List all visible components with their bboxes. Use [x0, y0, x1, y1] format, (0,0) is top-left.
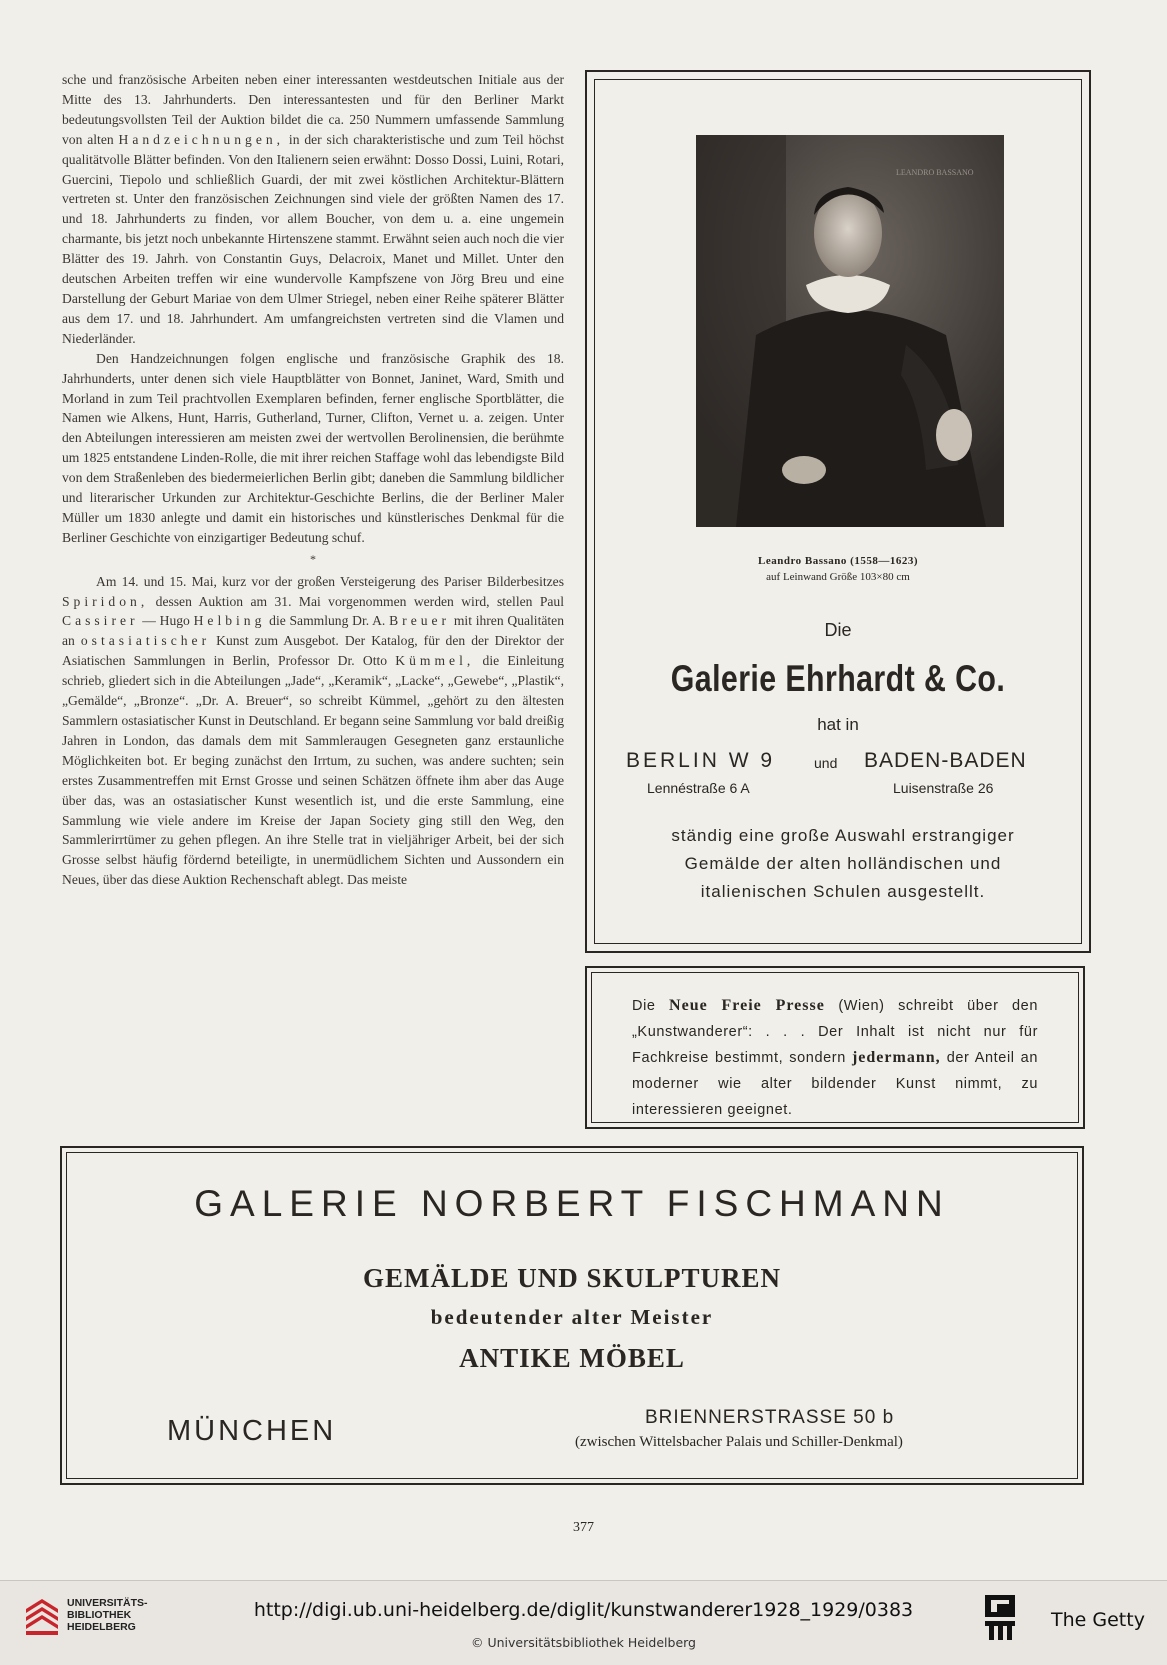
- neue-freie-presse-box: [585, 966, 1085, 1129]
- ehrhardt-gallery-name: Galerie Ehrhardt & Co.: [670, 658, 1006, 699]
- ehrhardt-inner-frame: [594, 79, 1082, 944]
- painting-caption-name: Leandro Bassano (1558—1623): [758, 555, 918, 567]
- ehrhardt-body: [635, 822, 1051, 906]
- fischmann-subtitle-2: bedeutender alter Meister: [430, 1305, 714, 1329]
- portrait-image: [696, 135, 1004, 527]
- ehrhardt-address-berlin: Lennéstraße 6 A: [647, 780, 750, 796]
- painting-caption-detail: auf Leinwand Größe 103×80 cm: [766, 571, 910, 583]
- ehrhardt-address-baden: Luisenstraße 26: [893, 780, 994, 796]
- nfp-quote: Die Neue Freie Presse (Wien) schreibt über den „Kunstwanderer“: . . . Der Inhalt ist nicht nur für Fachkreise bestimmt, sondern jedermann, der Anteil an moderner wie alter bildender Kunst nimmt, zu interessieren geeignet.: [632, 997, 1038, 1118]
- portrait-painting: [696, 135, 1004, 527]
- getty-name[interactable]: The Getty: [1051, 1609, 1145, 1631]
- getty-logo-icon[interactable]: [985, 1595, 1015, 1645]
- viewer-footer: [0, 1580, 1167, 1665]
- fischmann-subtitle-3: ANTIKE MÖBEL: [459, 1343, 685, 1373]
- nfp-inner-frame: [591, 972, 1079, 1123]
- ehrhardt-und: und: [814, 755, 838, 771]
- section-separator: *: [310, 551, 316, 566]
- svg-text:LEANDRO BASSANO: LEANDRO BASSANO: [896, 168, 974, 177]
- fischmann-subtitle-1: GEMÄLDE UND SKULPTUREN: [362, 1263, 782, 1293]
- ehrhardt-city-baden: BADEN-BADEN: [864, 749, 1027, 772]
- permalink-url[interactable]: http://digi.ub.uni-heidelberg.de/diglit/kunstwanderer1928_1929/0383: [253, 1599, 914, 1621]
- ehrhardt-body-line-1: ständig eine große Auswahl erstrangiger: [671, 826, 1015, 845]
- fischmann-city: MÜNCHEN: [167, 1415, 337, 1447]
- ehrhardt-body-line-3: italienischen Schulen ausgestellt.: [700, 882, 986, 901]
- ehrhardt-advertisement: [585, 70, 1091, 953]
- fischmann-advertisement: [60, 1146, 1084, 1485]
- fischmann-address: BRIENNERSTRASSE 50 b: [645, 1407, 895, 1428]
- fischmann-inner-frame: [66, 1152, 1078, 1479]
- ehrhardt-city-berlin: BERLIN W 9: [626, 749, 776, 772]
- article-text: [62, 70, 564, 890]
- fischmann-title: GALERIE NORBERT FISCHMANN: [194, 1183, 950, 1224]
- university-library-name[interactable]: UNIVERSITÄTS- BIBLIOTHEK HEIDELBERG: [67, 1597, 148, 1633]
- fischmann-address-note: (zwischen Wittelsbacher Palais und Schiller-Denkmal): [575, 1434, 903, 1450]
- article-paragraph-2: Den Handzeichnungen folgen englische und französische Graphik des 18. Jahrhunderts, unter denen sich viele Hauptblätter von Bonnet, Janinet, Ward, Smith und Morland in zum Teil prachtvollen Exemplaren befinden, ferner englische Sportblätter, die Namen wie Alkens, Hunt, Harris, Gutherland, Turner, Clifton, Vernet u. a. zeigen. Unter den Abteilungen interessieren am meisten zwei der wertvollen Berolinensien, die berühmte um 1825 entstandene Linden-Rolle, die mit ihrer reichen Staffage wohl das lebendigste Bild von dem Straßenleben des biedermeierlichen Berlin gibt; daneben die Sammlung bildlicher und literarischer Urkunden zur Architektur-Geschichte Berlins, die der Berliner Maler Müller um 1830 anlegte und damit ein historisches und künstlerisches Denkmal für die Berliner Geschichte von einzigartiger Bedeutung schuf.: [62, 350, 564, 545]
- copyright-notice: © Universitätsbibliothek Heidelberg: [470, 1635, 696, 1650]
- article-paragraph-3: Am 14. und 15. Mai, kurz vor der großen Versteigerung des Pariser Bilderbesitzes Spiridon, dessen Auktion am 31. Mai vorgenommen werden wird, stellen Paul Cassirer — Hugo Helbing die Sammlung Dr. A. Breuer mit ihren Qualitäten an ostasiatischer Kunst zum Ausgebot. Der Katalog, für den der Direktor der Asiatischen Sammlungen in Berlin, Professor Dr. Otto Kümmel, die Einleitung schrieb, gliedert sich in die Abteilungen „Jade“, „Keramik“, „Lacke“, „Gewebe“, „Plastik“, „Gemälde“, „Bronze“. „Dr. A. Breuer“, so schreibt Kümmel, „gehört zu den ältesten Sammlern ostasiatischer Kunst in Deutschland. Er begann seine Sammlung vor bald dreißig Jahren in London, das damals dem mit Sammleraugen Gesegneten ganz erstaunliche Möglichkeiten bot. Er beging zunächst den Irrtum, zu suchen, was andere suchten; sein erstes Zusammentreffen mit Ernst Grosse und seinen Schätzen öffnete ihm aber das Auge über das, was an ostasiatischer Kunst wesentlich ist, und die erste Sammlung, eine Sammlung wie viele andere im Kreise der Japan Society ging still den Weg, den Sammlerirrtümer zu gehen pflegen. An ihre Stelle trat in vieljähriger Arbeit, bei der sich Grosse selbst häufig fördernd beteiligte, in unermüdlichem Sichten und Aussondern ein Neues, über das diese Auktion Rechenschaft ablegt. Das meiste: [62, 573, 565, 888]
- article-paragraph-1: sche und französische Arbeiten neben einer interessanten westdeutschen Initiale aus der Mitte des 13. Jahrhunderts. Den interessantesten und für den Berliner Markt bedeutungsvollsten Teil der Auktion bildet die ca. 250 Nummern umfassende Sammlung von alten Handzeichnungen, in der sich charakteristische und zum Teil höchst qualitätvolle Blätter befinden. Von den Italienern seien erwähnt: Dosso Dossi, Luini, Rotari, Guercini, Tiepolo und schließlich Guardi, der mit zwei köstlichen Architektur-Blättern vertreten st. Unter den französischen Zeichnungen sind viele der größten Namen des 17. und 18. Jahrhunderts zu finden, vor allem Boucher, von dem u. a. eine ungemein charmante, bis jetzt noch unbekannte Hirtenszene stammt. Erwähnt seien auch noch die vier Blätter des 19. Jahrh. von Constantin Guys, Delacroix, Manet und Millet. Unter den deutschen Arbeiten treffen wir eine wundervolle Kampfszene von Jörg Breu und eine Darstellung der Geburt Mariae von dem Ulmer Striegel, neben einer Reihe späterer Blätter aus dem 17. und 18. Jahrhundert. Am umfangreichsten vertreten sind die Vlamen und Niederländer.: [62, 72, 564, 346]
- ehrhardt-body-line-2: Gemälde der alten holländischen und: [684, 854, 1002, 873]
- ehrhardt-die: Die: [824, 620, 852, 640]
- page-number: 377: [573, 1520, 594, 1535]
- ehrhardt-hat-in: hat in: [817, 715, 859, 734]
